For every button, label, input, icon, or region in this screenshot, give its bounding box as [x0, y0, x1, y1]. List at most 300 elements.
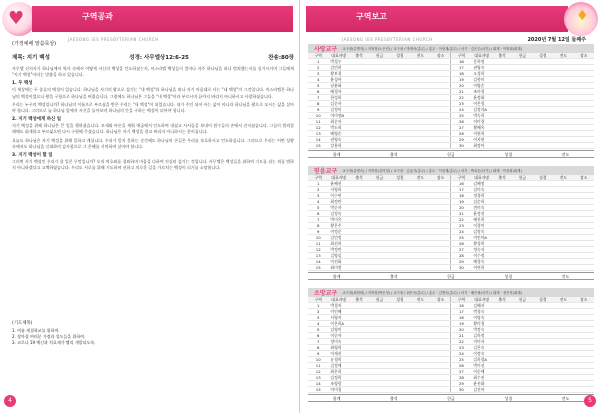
table-cell: 이선화 — [328, 259, 348, 265]
table-cell: 10 — [308, 113, 328, 119]
table-cell: 30 — [451, 265, 471, 271]
blank-cell[interactable] — [410, 265, 430, 271]
table-cell: 김영미 — [328, 327, 348, 333]
table-cell: 이미자 — [471, 339, 491, 345]
column-header: 대표자명 — [328, 53, 348, 59]
table-cell: 30 — [451, 143, 471, 149]
table-cell: 2 — [308, 65, 328, 71]
column-header: 장소 — [573, 297, 594, 303]
table-cell: 권영숙 — [328, 137, 348, 143]
table-cell: 18 — [451, 315, 471, 321]
table-cell: 24 — [451, 351, 471, 357]
table-cell: 1 — [308, 181, 328, 187]
table-cell: 권영숙 — [471, 65, 491, 71]
column-header: 전도 — [553, 297, 573, 303]
district-header — [308, 288, 594, 297]
study-hymn: 찬송:80장 — [268, 55, 294, 61]
district-name: 믿음교구 — [314, 168, 338, 175]
column-header: 장소 — [431, 297, 451, 303]
table-cell: 윤정화 — [471, 95, 491, 101]
table-cell: 윤성아 — [328, 77, 348, 83]
table-cell: 박순자 — [328, 205, 348, 211]
page-number-right: 5 — [584, 395, 596, 407]
blank-cell[interactable] — [492, 143, 512, 149]
district-header — [308, 44, 594, 53]
table-cell: 한성희 — [328, 95, 348, 101]
table-cell: 남윤화 — [328, 83, 348, 89]
report-date: 2020년 7월 12일 둘째주 — [527, 37, 586, 43]
column-header: 대표자명 — [471, 175, 491, 181]
table-cell: 14 — [308, 137, 328, 143]
summary-label: 합계 — [332, 152, 341, 158]
table-cell: 최미정 — [328, 265, 348, 271]
table-cell: 28 — [451, 253, 471, 259]
table-cell: 배경자 — [328, 89, 348, 95]
summary-label: 성경 — [504, 396, 513, 402]
table-cell: 3 — [308, 71, 328, 77]
body-paragraph: 이 세상에는 두 종류의 백성이 있습니다. 하나님을 자기의 왕으로 섬기는 "내 백성"과 하나님을 떠나 자기 마음대로 사는 "네 백성"이 그것입니다. 이스라엘은 하나님의 백성이었으나 왕을 구함으로 하나님을 버렸습니다. 그럼에도 하나님은 그들을 "내 백성"이라 부르시며 끝까지 버리지 아니하시고 사랑하셨습니다. — [12, 87, 294, 99]
table-cell: 25 — [451, 235, 471, 241]
table-cell: 25 — [451, 357, 471, 363]
district-table — [308, 175, 594, 271]
table-cell: 29 — [451, 381, 471, 387]
table-cell: 윤정선 — [471, 211, 491, 217]
table-cell: 김영실 — [328, 253, 348, 259]
column-header: 구역 — [451, 175, 471, 181]
table-cell: 2 — [308, 309, 328, 315]
district-header — [308, 166, 594, 175]
table-cell: 14 — [308, 381, 328, 387]
right-page-title: 구역보고 — [356, 12, 387, 21]
table-cell: 26 — [451, 241, 471, 247]
column-header: 출석 — [349, 53, 369, 59]
right-page — [300, 0, 600, 413]
table-cell: 윤혜선 — [328, 181, 348, 187]
table-cell: 27 — [451, 247, 471, 253]
table-cell: 19 — [451, 77, 471, 83]
table-cell: 김정희 — [328, 375, 348, 381]
table-cell: 황은주 — [328, 223, 348, 229]
table-cell: 15 — [308, 387, 328, 393]
table-cell: 오경희 — [471, 71, 491, 77]
table-cell: 김정애 — [328, 363, 348, 369]
column-header: 출석 — [492, 53, 512, 59]
column-header: 구역 — [451, 53, 471, 59]
table-cell: 27 — [451, 125, 471, 131]
column-header: 전도 — [410, 175, 430, 181]
table-cell: 12 — [308, 125, 328, 131]
table-cell: 4 — [308, 321, 328, 327]
summary-label: 전도 — [561, 274, 570, 280]
table-cell: 김희경A — [471, 357, 491, 363]
table-cell: 최정아 — [471, 143, 491, 149]
blank-cell[interactable] — [533, 143, 553, 149]
table-cell: 20 — [451, 205, 471, 211]
summary-label: 성경 — [504, 152, 513, 158]
column-header: 구역 — [451, 297, 471, 303]
study-body — [12, 66, 294, 173]
table-cell: 김민희 — [328, 65, 348, 71]
table-cell: 8 — [308, 101, 328, 107]
section-heading: 1. 두 백성 — [12, 81, 33, 87]
blank-cell[interactable] — [349, 143, 369, 149]
summary-label: 헌금 — [447, 274, 455, 280]
heart-icon: ♥ — [8, 8, 25, 29]
table-cell: 21 — [451, 89, 471, 95]
table-cell: 13 — [308, 131, 328, 137]
column-header: 대표자명 — [471, 297, 491, 303]
column-header: 장소 — [573, 175, 594, 181]
candle-emblem — [564, 2, 598, 36]
table-cell: 박정란 — [328, 247, 348, 253]
body-paragraph: 그러면 지기 백성인 우리가 할 일은 무엇입니까? 오직 여호와를 경외하며 마음을 다하여 진실히 섬기는 것입니다. 사무엘은 백성들을 위하여 기도를 쉬는 죄를 범하지 아니하겠다고 고백하였습니다. 우리도 서로를 위해 기도하며 선하고 의로운 길을 가르치는 백성이 되기를 소망합니다. — [12, 159, 294, 171]
table-cell: 최선희 — [328, 241, 348, 247]
table-cell: 26 — [451, 119, 471, 125]
table-cell: 25 — [451, 113, 471, 119]
blank-cell[interactable] — [512, 143, 532, 149]
page-number-left: 4 — [4, 395, 16, 407]
blank-cell[interactable] — [349, 265, 369, 271]
table-cell: 박숙희 — [471, 113, 491, 119]
district-section — [308, 166, 594, 280]
table-cell: 7 — [308, 95, 328, 101]
table-cell: 정경희 — [471, 193, 491, 199]
study-category: (가정예배 말씀묵상) — [12, 41, 57, 47]
blank-cell[interactable] — [553, 143, 573, 149]
district-staff: 교구장(김명자) / 지역장(노은진) / 교구장 / 박재석(총무) / 총무 · 이성재(총무) / 서기 · 김은주(서기) / 회계 · 이명희(회계) — [342, 47, 522, 51]
summary-row — [308, 150, 594, 158]
table-cell: 8 — [308, 345, 328, 351]
body-paragraph: 오늘도 하나님은 자기 백성을 위해 일하고 계십니다. 우리가 알지 못하는 순간에도 하나님의 손길은 우리를 보호하시고 인도하십니다. 그러므로 우리는 어떤 상황 속에서도 하나님을 신뢰하며 감사함으로 그 은혜를 기억하며 살아야 합니다. — [12, 137, 294, 149]
candle-flame-icon: ♦ — [576, 8, 589, 24]
blank-cell[interactable] — [431, 143, 451, 149]
blank-cell[interactable] — [349, 387, 369, 393]
body-paragraph: 사무엘 선지자가 하나님께서 역사 속에서 어떻게 자신의 백성을 인도하셨는지, 이스라엘 백성들이 얼마나 자주 하나님을 떠나 범죄했는지를 상기시키며 그들에게 "지기 백성"이라는 말씀을 하고 있습니다. — [12, 66, 294, 78]
summary-label: 출석 — [389, 274, 398, 280]
table-cell: 23 — [451, 223, 471, 229]
blank-cell[interactable] — [410, 387, 430, 393]
table-cell: 3 — [308, 315, 328, 321]
summary-row — [308, 394, 594, 402]
blank-cell[interactable] — [390, 387, 410, 393]
blank-cell[interactable] — [533, 265, 553, 271]
body-paragraph: 우리는 누구의 백성입니까? 하나님의 이름으로 부르심을 받은 우리는 "내 백성"이 되었습니다. 내가 주인 되어 사는 삶이 아니라 하나님을 왕으로 모시는 삶을 살아야 합니다. 그러므로 늘 하나님 앞에서 자신을 돌아보며 하나님의 뜻을 구하는 백성이 되어야 합니다. — [12, 101, 294, 114]
blank-cell[interactable] — [492, 387, 512, 393]
table-cell: 11 — [308, 119, 328, 125]
blank-cell[interactable] — [533, 387, 553, 393]
table-cell: 이현희 — [471, 131, 491, 137]
table-cell: 4 — [308, 199, 328, 205]
table-cell: 최정란 — [328, 199, 348, 205]
section-heading: 2. 지기 백성에게 하신 일 — [12, 117, 62, 123]
table-cell: 17 — [451, 309, 471, 315]
summary-label: 출석 — [389, 152, 398, 158]
table-cell: 서영희 — [328, 187, 348, 193]
summary-row — [308, 272, 594, 280]
table-cell: 1 — [308, 59, 328, 65]
table-cell: 13 — [308, 253, 328, 259]
table-cell: 27 — [451, 369, 471, 375]
district-section — [308, 44, 594, 158]
column-header: 출석 — [492, 175, 512, 181]
table-cell: 4 — [308, 77, 328, 83]
table-cell: 12 — [308, 369, 328, 375]
table-cell: 최순자 — [328, 119, 348, 125]
column-header: 성경 — [390, 53, 410, 59]
blank-cell[interactable] — [553, 387, 573, 393]
table-cell: 20 — [451, 327, 471, 333]
column-header: 헌금 — [512, 297, 532, 303]
table-row — [308, 387, 594, 393]
table-cell: 김은숙 — [471, 345, 491, 351]
district-table — [308, 297, 594, 393]
table-cell: 이인아A — [471, 235, 491, 241]
table-cell: 황미경 — [471, 321, 491, 327]
table-cell: 5 — [308, 327, 328, 333]
table-cell: 29 — [451, 259, 471, 265]
column-header: 구역 — [308, 53, 328, 59]
table-cell: 조영림 — [328, 381, 348, 387]
body-paragraph: 지기 백성을 위해 하나님은 큰 일을 행하셨습니다. 모세와 아론을 세워 애굽에서 인도하여 내셨고 사사들을 보내어 원수들의 손에서 건지셨습니다. 그들이 범죄할 때에도 회개하고 부르짖으면 다시 구원해 주셨습니다. 하나님은 자기 백성을 결코 버리지 아니하시는 분이십니다. — [12, 123, 294, 135]
district-staff: 교구장(류양숙) / 지역장(김미정) / 교구장 · 김효식(총무) / 총무 · 이성재(총무) / 서기 · 박옥순(서기) / 회계 · 이선희(회계) — [342, 169, 522, 173]
table-cell: 9 — [308, 107, 328, 113]
table-cell: 2 — [308, 187, 328, 193]
table-cell: 19 — [451, 321, 471, 327]
table-cell: 황성희 — [471, 241, 491, 247]
table-cell: 6 — [308, 211, 328, 217]
district-name: 사랑교구 — [314, 46, 338, 53]
summary-label: 헌금 — [447, 152, 455, 158]
table-cell: 15 — [308, 143, 328, 149]
prayer-item: 1. 여름 계절학교를 위하여. — [12, 328, 60, 333]
summary-label: 합계 — [332, 396, 341, 402]
table-cell: 강용희 — [328, 143, 348, 149]
blank-cell[interactable] — [573, 265, 594, 271]
table-cell: 15 — [308, 265, 328, 271]
table-cell: 김정숙 — [471, 229, 491, 235]
column-header: 출석 — [349, 175, 369, 181]
table-cell: 윤선화 — [471, 381, 491, 387]
summary-label: 전도 — [561, 152, 570, 158]
blank-cell[interactable] — [369, 265, 389, 271]
blank-cell[interactable] — [410, 143, 430, 149]
table-cell: 16 — [451, 181, 471, 187]
table-cell: 정숙자 — [471, 247, 491, 253]
column-header: 장소 — [431, 175, 451, 181]
table-cell: 23 — [451, 101, 471, 107]
prayer-item: 2. 장마철 여러분 가정과 성도들을 위하여. — [12, 334, 86, 339]
prayer-heading: (기도제목) — [12, 321, 33, 326]
column-header: 성경 — [533, 297, 553, 303]
column-header: 전도 — [553, 53, 573, 59]
left-page-title: 구역공과 — [82, 12, 113, 21]
table-cell: 배경숙 — [471, 259, 491, 265]
left-church-name: JAESONG IES PRESBYTERIAN CHURCH — [68, 37, 159, 42]
column-header: 성경 — [390, 175, 410, 181]
table-cell: 박미옥 — [328, 217, 348, 223]
column-header: 헌금 — [369, 53, 389, 59]
table-cell: 최수진 — [471, 375, 491, 381]
summary-label: 출석 — [389, 396, 398, 402]
table-cell: 이정숙 — [471, 351, 491, 357]
column-header: 성경 — [390, 297, 410, 303]
table-cell: 이재선 — [328, 351, 348, 357]
cross-heart-emblem — [2, 2, 36, 36]
blank-cell[interactable] — [390, 265, 410, 271]
table-cell: 이순애 — [471, 369, 491, 375]
table-cell: 김미숙 — [471, 187, 491, 193]
blank-cell[interactable] — [492, 265, 512, 271]
table-cell: 이수정 — [471, 253, 491, 259]
table-cell: 이경미 — [471, 223, 491, 229]
right-church-name: JAESONG IES PRESBYTERIAN CHURCH — [342, 37, 433, 42]
section-heading: 3. 지기 백성이 할 일 — [12, 153, 53, 159]
blank-cell[interactable] — [573, 387, 594, 393]
table-cell: 김혜정 — [471, 181, 491, 187]
table-cell: 11 — [308, 363, 328, 369]
blank-cell[interactable] — [573, 143, 594, 149]
table-cell: 최은희 — [328, 369, 348, 375]
column-header: 대표자명 — [328, 297, 348, 303]
summary-label: 합계 — [332, 274, 341, 280]
table-cell: 이정순 — [328, 229, 348, 235]
table-cell: 박경자 — [328, 303, 348, 309]
table-cell: 정미숙 — [328, 339, 348, 345]
column-header: 대표자명 — [328, 175, 348, 181]
table-cell: 이미경 — [328, 387, 348, 393]
table-cell: 12 — [308, 247, 328, 253]
summary-label: 헌금 — [447, 396, 455, 402]
column-header: 전도 — [553, 175, 573, 181]
prayer-list — [12, 320, 294, 346]
summary-label: 성경 — [504, 274, 513, 280]
table-cell: 문희정 — [471, 59, 491, 65]
column-header: 헌금 — [512, 53, 532, 59]
district-staff: 교구장(최현희) / 지역장(박은정) / 교구장 / 최은숙(총무) / 총무 · 김명숙(총무) / 서기 · 배은희(서기) / 회계 · 정은자(회계) — [342, 291, 522, 295]
table-cell: 이미경 — [471, 119, 491, 125]
table-cell: 김희정 — [471, 333, 491, 339]
table-cell: 황혜옥 — [471, 125, 491, 131]
table-cell: 이은희A — [328, 321, 348, 327]
column-header: 성경 — [533, 53, 553, 59]
table-cell: 김정자A — [471, 107, 491, 113]
table-cell: 이미정B — [328, 113, 348, 119]
blank-cell[interactable] — [431, 265, 451, 271]
table-cell: 16 — [451, 59, 471, 65]
blank-cell[interactable] — [431, 387, 451, 393]
table-cell: 22 — [451, 217, 471, 223]
table-cell: 5 — [308, 205, 328, 211]
column-header: 구역 — [308, 175, 328, 181]
table-cell: 19 — [451, 199, 471, 205]
blank-cell[interactable] — [369, 143, 389, 149]
column-header: 헌금 — [369, 297, 389, 303]
blank-cell[interactable] — [512, 265, 532, 271]
district-table — [308, 53, 594, 149]
column-header: 출석 — [349, 297, 369, 303]
table-cell: 3 — [308, 193, 328, 199]
table-cell: 김정숙 — [328, 211, 348, 217]
table-cell: 10 — [308, 235, 328, 241]
table-cell: 최영희 — [328, 345, 348, 351]
table-cell: 8 — [308, 223, 328, 229]
table-cell: 박성우 — [328, 59, 348, 65]
blank-cell[interactable] — [390, 143, 410, 149]
table-cell: 김순희 — [471, 199, 491, 205]
table-cell: 17 — [451, 65, 471, 71]
table-row — [308, 265, 594, 271]
table-cell: 김정미 — [328, 107, 348, 113]
table-cell: 7 — [308, 339, 328, 345]
table-cell: 24 — [451, 107, 471, 113]
table-cell: 김순자 — [328, 101, 348, 107]
table-cell: 이순자 — [328, 333, 348, 339]
table-cell: 30 — [451, 387, 471, 393]
table-cell: 이인혜 — [328, 309, 348, 315]
table-row — [308, 143, 594, 149]
district-name: 소망교구 — [314, 290, 338, 297]
table-cell: 이수연 — [328, 193, 348, 199]
district-section — [308, 288, 594, 402]
table-cell: 5 — [308, 83, 328, 89]
table-cell: 18 — [451, 193, 471, 199]
table-cell: 전미숙 — [471, 205, 491, 211]
table-cell: 황보경 — [328, 71, 348, 77]
table-cell: 김진아 — [471, 387, 491, 393]
table-cell: 6 — [308, 333, 328, 339]
table-cell: 배진희 — [471, 217, 491, 223]
study-info — [12, 53, 294, 61]
blank-cell[interactable] — [369, 387, 389, 393]
table-cell: 13 — [308, 375, 328, 381]
table-cell: 10 — [308, 357, 328, 363]
table-cell: 김혜자 — [471, 303, 491, 309]
study-scripture: 성경: 사무엘상12:6-25 — [129, 55, 189, 61]
table-cell: 조미경 — [471, 89, 491, 95]
table-cell: 23 — [451, 345, 471, 351]
table-cell: 22 — [451, 95, 471, 101]
table-cell: 28 — [451, 375, 471, 381]
table-cell: 이영순 — [471, 83, 491, 89]
table-cell: 배영순 — [328, 131, 348, 137]
table-cell: 21 — [451, 333, 471, 339]
column-header: 구역 — [308, 297, 328, 303]
table-cell: 26 — [451, 363, 471, 369]
column-header: 장소 — [431, 53, 451, 59]
blank-cell[interactable] — [512, 387, 532, 393]
table-cell: 29 — [451, 137, 471, 143]
table-cell: 이연희 — [471, 265, 491, 271]
table-cell: 김향미 — [471, 77, 491, 83]
table-cell: 21 — [451, 211, 471, 217]
table-cell: 이지현 — [471, 137, 491, 143]
column-header: 헌금 — [512, 175, 532, 181]
table-cell: 1 — [308, 303, 328, 309]
column-header: 전도 — [410, 297, 430, 303]
table-cell: 24 — [451, 229, 471, 235]
table-cell: 이명숙 — [471, 315, 491, 321]
table-cell: 20 — [451, 83, 471, 89]
table-cell: 서영자 — [328, 315, 348, 321]
table-cell: 이은경 — [471, 101, 491, 107]
table-cell: 박도희 — [328, 125, 348, 131]
table-cell: 박미선 — [471, 363, 491, 369]
blank-cell[interactable] — [553, 265, 573, 271]
column-header: 성경 — [533, 175, 553, 181]
table-cell: 22 — [451, 339, 471, 345]
table-cell: 6 — [308, 89, 328, 95]
table-cell: 14 — [308, 259, 328, 265]
